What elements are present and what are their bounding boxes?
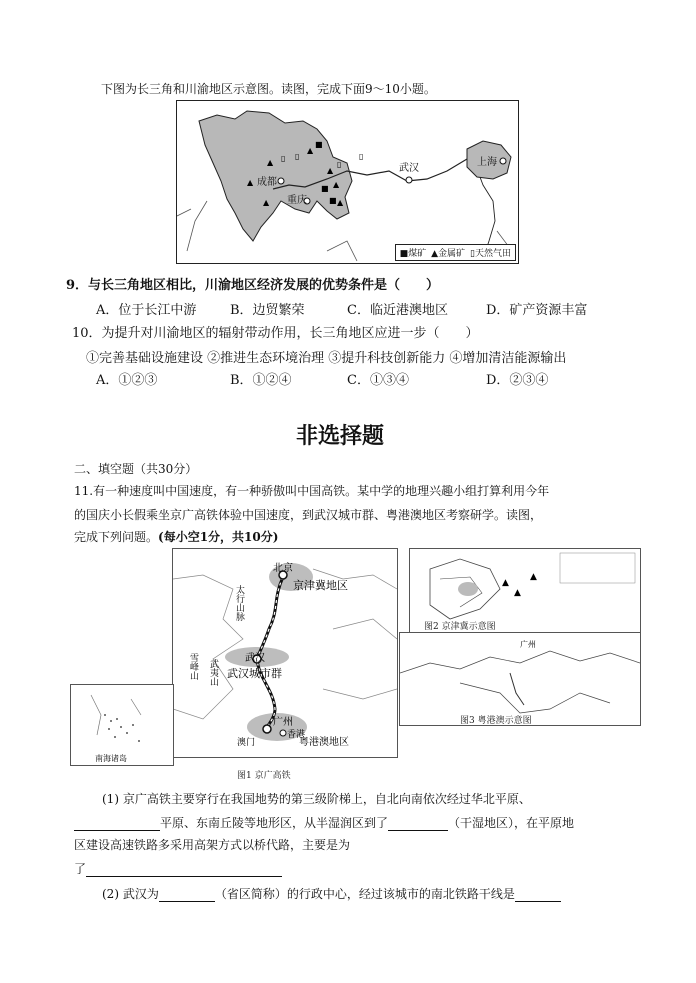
label-whcity: 武汉城市群	[227, 667, 282, 680]
hk-marker	[280, 730, 286, 736]
metal-mine-icon: ▲	[337, 198, 344, 207]
q11-1-line2a: 平原、东南丘陵等地形区，从半湿润区到了	[160, 816, 389, 830]
metal-mine-icon: ▲	[307, 146, 314, 155]
q10-option-c: C．①③④	[347, 373, 409, 388]
blank-dry-wet-zone[interactable]	[388, 816, 448, 831]
metal-mine-icon: ▲	[267, 158, 274, 167]
q11-scoring-note: (每小空1分，共10分)	[158, 530, 279, 544]
svg-text:▲: ▲	[530, 572, 537, 582]
label-guangzhou: 广州	[273, 717, 293, 728]
coal-mine-icon: ■	[329, 196, 337, 205]
intro-text: 下图为长三角和川渝地区示意图。读图，完成下面9～10小题。	[101, 82, 436, 96]
metal-mine-icon: ▲	[327, 166, 334, 175]
gas-field-icon: ▯	[281, 154, 286, 163]
q9-option-d: D．矿产资源丰富	[486, 303, 588, 318]
q11-1-line4-text: 了	[74, 862, 87, 876]
south-sea-inset	[70, 684, 174, 766]
map-yangtze-chuanyu	[176, 100, 519, 264]
gas-field-icon: ▯	[337, 160, 342, 169]
label-gba: 粤港澳地区	[299, 737, 349, 748]
label-macau: 澳门	[237, 738, 256, 748]
q11-1-line1: (1) 京广高铁主要穿行在我国地势的第三级阶梯上，自北向南依次经过华北平原、	[102, 792, 531, 806]
map1-legend	[395, 244, 516, 261]
q9-option-c: C．临近港澳地区	[347, 303, 448, 318]
fig1-border	[173, 575, 243, 719]
figure1-caption: 图1 京广高铁	[237, 771, 291, 781]
city-label-wuhan: 武汉	[399, 163, 419, 174]
label-xuefeng: 雪峰山	[188, 653, 198, 680]
label-south-sea: 南海诸岛	[95, 754, 127, 763]
legend-metal: ▲金属矿	[431, 249, 466, 259]
blank-railway[interactable]	[515, 887, 561, 902]
metal-mine-icon: ▲	[263, 198, 270, 207]
q11-intro-line3a: 完成下列问题。	[74, 530, 159, 544]
figure3-map	[399, 632, 641, 726]
city-label-shanghai: 上海	[477, 157, 497, 168]
coal-mine-icon: ■	[315, 140, 323, 149]
svg-text:▲: ▲	[514, 588, 521, 598]
fig1-svg	[173, 549, 397, 757]
q10-statements: ①完善基础设施建设 ②推进生态环境治理 ③提升科技创新能力 ④增加清洁能源输出	[86, 351, 567, 366]
q9-option-a: A．位于长江中游	[96, 303, 197, 318]
q10-stem: 10．为提升对川渝地区的辐射带动作用，长三角地区应进一步（ ）	[72, 326, 479, 341]
blank-plain[interactable]	[74, 816, 160, 831]
q11-1-line2b: （干湿地区），在平原地	[448, 816, 575, 830]
city-dot	[278, 178, 284, 184]
svg-text:▲: ▲	[502, 578, 509, 588]
city-label-chengdu: 成都	[257, 177, 277, 188]
label-wuhan: 武汉	[245, 653, 265, 664]
inset-svg	[71, 685, 173, 765]
city-label-chongqing: 重庆	[287, 195, 307, 206]
blank-reason[interactable]	[86, 862, 282, 877]
q11-2-text-b: （省区简称）的行政中心，经过该城市的南北铁路干线是	[214, 887, 515, 901]
q11-2-text-a: (2) 武汉为	[102, 887, 159, 901]
guangzhou-marker	[263, 725, 271, 733]
map1-svg	[177, 101, 518, 263]
label-jjj: 京津冀地区	[293, 579, 348, 592]
part2-heading: 二、填空题（共30分）	[74, 462, 198, 476]
q9-stem: 9．与长三角地区相比，川渝地区经济发展的优势条件是（ ）	[66, 278, 440, 293]
q11-intro-line1: 11.有一种速度叫中国速度，有一种骄傲叫中国高铁。某中学的地理兴趣小组打算利用今年	[74, 484, 550, 498]
label-taihang: 太行山脉	[234, 585, 244, 621]
figure1-map	[172, 548, 398, 758]
label-beijing: 北京	[273, 563, 293, 574]
figure2-map	[409, 548, 641, 633]
q9-option-b: B．边贸繁荣	[230, 303, 305, 318]
island-dots	[104, 714, 140, 742]
gas-field-icon: ▯	[295, 152, 300, 161]
coal-mine-icon: ■	[321, 184, 329, 193]
label-wuyi: 武夷山	[208, 659, 218, 686]
gas-field-icon: ▯	[359, 152, 364, 161]
q11-intro-line2: 的国庆小长假乘坐京广高铁体验中国速度，到武汉城市群、粤港澳地区考察研学。读图，	[74, 508, 543, 522]
metal-mine-icon: ▲	[333, 180, 340, 189]
q10-option-b: B．①②④	[230, 373, 292, 388]
figure2-caption: 图2 京津冀示意图	[424, 622, 496, 632]
city-dot	[500, 158, 506, 164]
q11-1-line3: 区建设高速铁路多采用高架方式以桥代路，主要是为	[74, 838, 351, 852]
q11-1-line2	[74, 814, 574, 831]
q11-intro-line3	[74, 528, 278, 545]
label-hk: 香港	[287, 730, 306, 740]
q11-2-line	[102, 885, 561, 902]
figure3-caption: 图3 粤港澳示意图	[460, 716, 532, 726]
fig3-label-guangzhou: 广州	[520, 640, 536, 649]
blank-province-abbr[interactable]	[159, 887, 215, 902]
chuanyu-region	[199, 111, 352, 241]
q10-option-d: D．②③④	[486, 373, 549, 388]
legend-coal: ■煤矿	[399, 249, 427, 259]
legend-gas: ▯天然气田	[470, 249, 511, 259]
q11-1-line4	[74, 860, 282, 877]
section-title: 非选择题	[296, 423, 385, 449]
city-dot	[406, 177, 412, 183]
fig3-svg	[400, 633, 640, 725]
q10-option-a: A．①②③	[96, 373, 158, 388]
metal-mine-icon: ▲	[247, 178, 254, 187]
